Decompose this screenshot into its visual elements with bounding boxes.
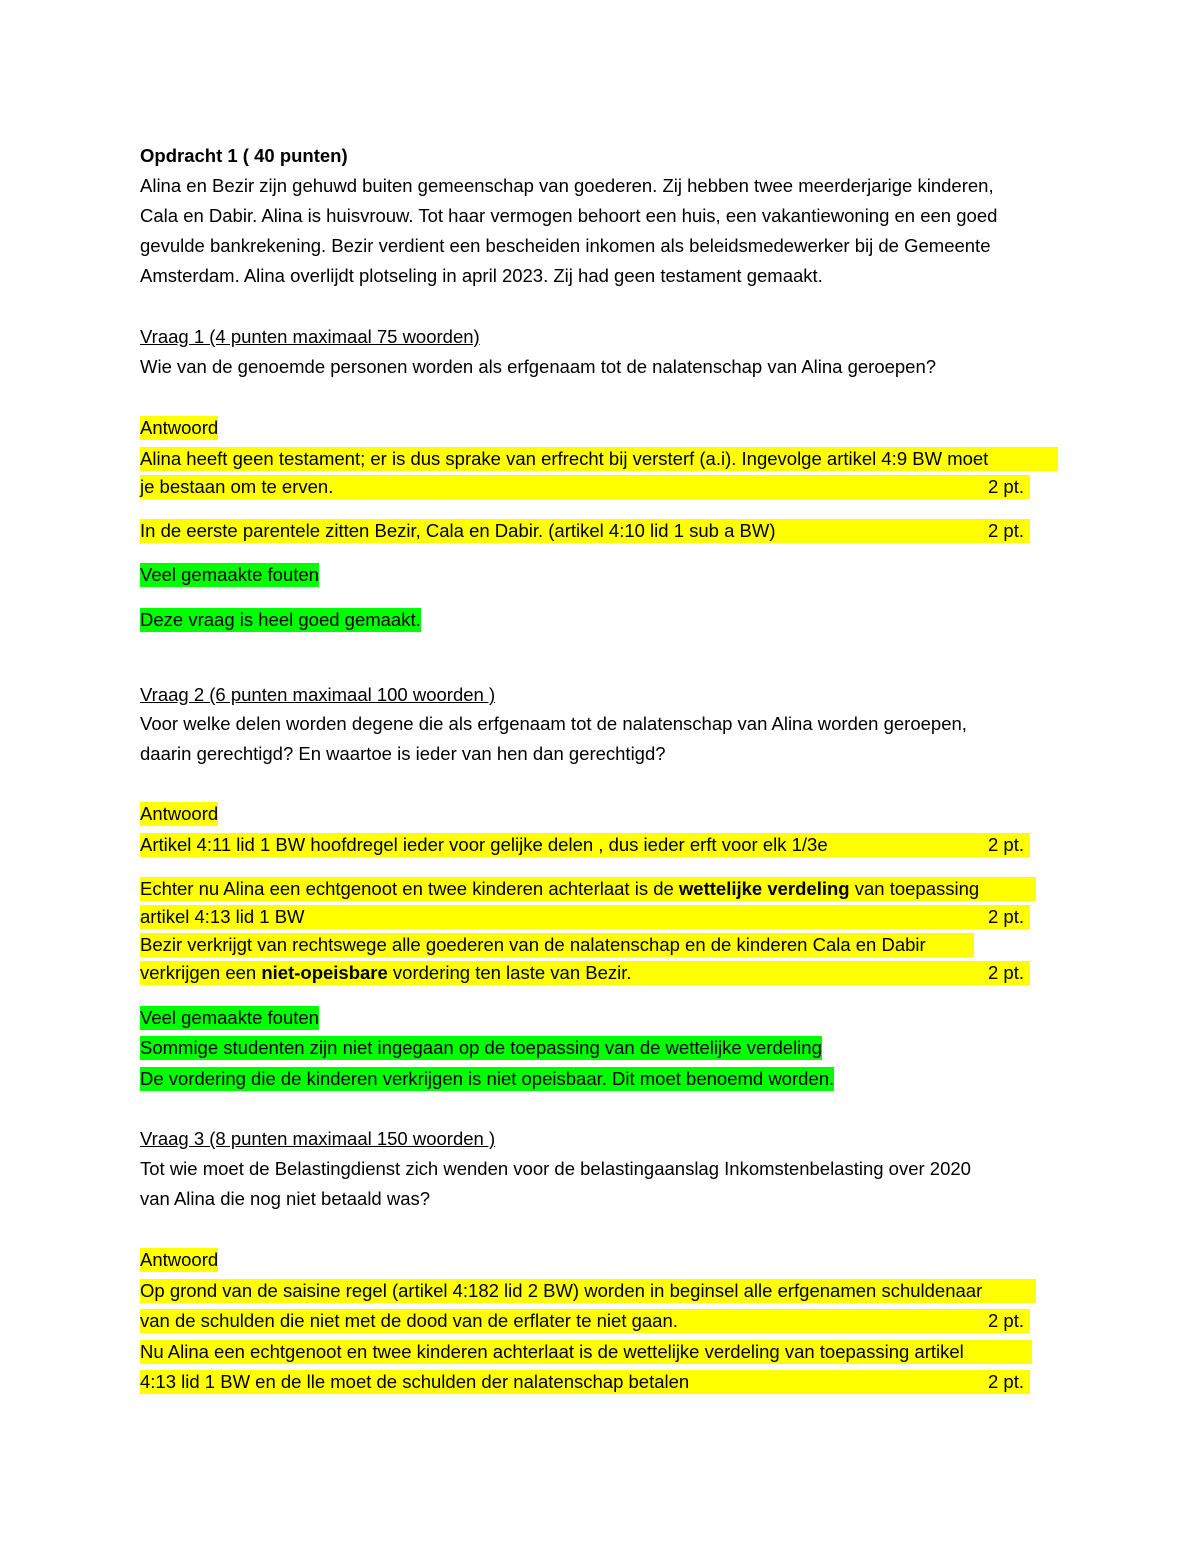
vraag3-antwoord-label: Antwoord <box>140 1249 219 1270</box>
vraag3-points: 2 pt. <box>988 1310 1024 1331</box>
vraag1-antwoord-label: Antwoord <box>140 417 219 438</box>
vraag1-points: 2 pt. <box>988 476 1024 497</box>
vraag2-question-line: daarin gerechtigd? En waartoe is ieder van hen dan gerechtigd? <box>140 743 666 764</box>
vraag1-answer-line: Alina heeft geen testament; er is dus sprake van erfrecht bij versterf (a.i). Ingevolge artikel 4:9 BW moet <box>140 448 989 469</box>
vraag3-answer-line: Op grond van de saisine regel (artikel 4:182 lid 2 BW) worden in beginsel alle erfgenamen schuldenaar <box>140 1280 983 1301</box>
vraag2-answer-line: Bezir verkrijgt van rechtswege alle goederen van de nalatenschap en de kinderen Cala en Dabir <box>140 934 926 955</box>
vraag2-answer-line: artikel 4:13 lid 1 BW <box>140 906 305 927</box>
vraag2-antwoord-label: Antwoord <box>140 803 219 824</box>
vraag2-feedback-line: Sommige studenten zijn niet ingegaan op de toepassing van de wettelijke verdeling <box>140 1037 822 1058</box>
wettelijke-verdeling-emphasis: wettelijke verdeling <box>678 878 850 899</box>
intro-line: Cala en Dabir. Alina is huisvrouw. Tot haar vermogen behoort een huis, een vakantiewoning en een goed <box>140 205 998 226</box>
vraag2-question-line: Voor welke delen worden degene die als erfgenaam tot de nalatenschap van Alina worden geroepen, <box>140 713 967 734</box>
vraag1-answer-line: In de eerste parentele zitten Bezir, Cala en Dabir. (artikel 4:10 lid 1 sub a BW) <box>140 520 776 541</box>
vraag2-heading: Vraag 2 (6 punten maximaal 100 woorden ) <box>140 684 496 705</box>
vraag2-feedback-line: De vordering die de kinderen verkrijgen is niet opeisbaar. Dit moet benoemd worden. <box>140 1068 835 1089</box>
vraag3-heading: Vraag 3 (8 punten maximaal 150 woorden ) <box>140 1128 496 1149</box>
vraag1-heading: Vraag 1 (4 punten maximaal 75 woorden) <box>140 326 480 347</box>
intro-line: gevulde bankrekening. Bezir verdient een bescheiden inkomen als beleidsmedewerker bij de Gemeente <box>140 235 991 256</box>
vraag1-fouten-label: Veel gemaakte fouten <box>140 564 319 585</box>
vraag2-answer-line: Echter nu Alina een echtgenoot en twee kinderen achterlaat is de wettelijke verdeling van toepassing <box>140 878 980 899</box>
vraag2-points: 2 pt. <box>988 834 1024 855</box>
niet-opeisbare-emphasis: niet-opeisbare <box>261 962 388 983</box>
vraag2-answer-line: verkrijgen een niet-opeisbare vordering ten laste van Bezir. <box>140 962 632 983</box>
vraag1-answer-line: je bestaan om te erven. <box>140 476 334 497</box>
vraag2-answer-line: Artikel 4:11 lid 1 BW hoofdregel ieder voor gelijke delen , dus ieder erft voor elk 1/3e <box>140 834 828 855</box>
vraag3-answer-line: Nu Alina een echtgenoot en twee kinderen achterlaat is de wettelijke verdeling van toepassing artikel <box>140 1341 964 1362</box>
vraag1-feedback: Deze vraag is heel goed gemaakt. <box>140 609 421 630</box>
vraag3-question-line: van Alina die nog niet betaald was? <box>140 1188 431 1209</box>
vraag3-answer-line: 4:13 lid 1 BW en de lle moet de schulden der nalatenschap betalen <box>140 1371 690 1392</box>
vraag3-question-line: Tot wie moet de Belastingdienst zich wenden voor de belastingaanslag Inkomstenbelasting over 2020 <box>140 1158 971 1179</box>
intro-line: Alina en Bezir zijn gehuwd buiten gemeenschap van goederen. Zij hebben twee meerderjarige kinderen, <box>140 175 994 196</box>
vraag3-points: 2 pt. <box>988 1371 1024 1392</box>
vraag2-points: 2 pt. <box>988 906 1024 927</box>
intro-line: Amsterdam. Alina overlijdt plotseling in april 2023. Zij had geen testament gemaakt. <box>140 265 823 286</box>
vraag1-points: 2 pt. <box>988 520 1024 541</box>
vraag2-fouten-label: Veel gemaakte fouten <box>140 1007 319 1028</box>
vraag3-answer-line: van de schulden die niet met de dood van de erflater te niet gaan. <box>140 1310 678 1331</box>
opdracht-title: Opdracht 1 ( 40 punten) <box>140 145 348 166</box>
vraag2-points: 2 pt. <box>988 962 1024 983</box>
vraag1-question: Wie van de genoemde personen worden als erfgenaam tot de nalatenschap van Alina geroepen? <box>140 356 937 377</box>
